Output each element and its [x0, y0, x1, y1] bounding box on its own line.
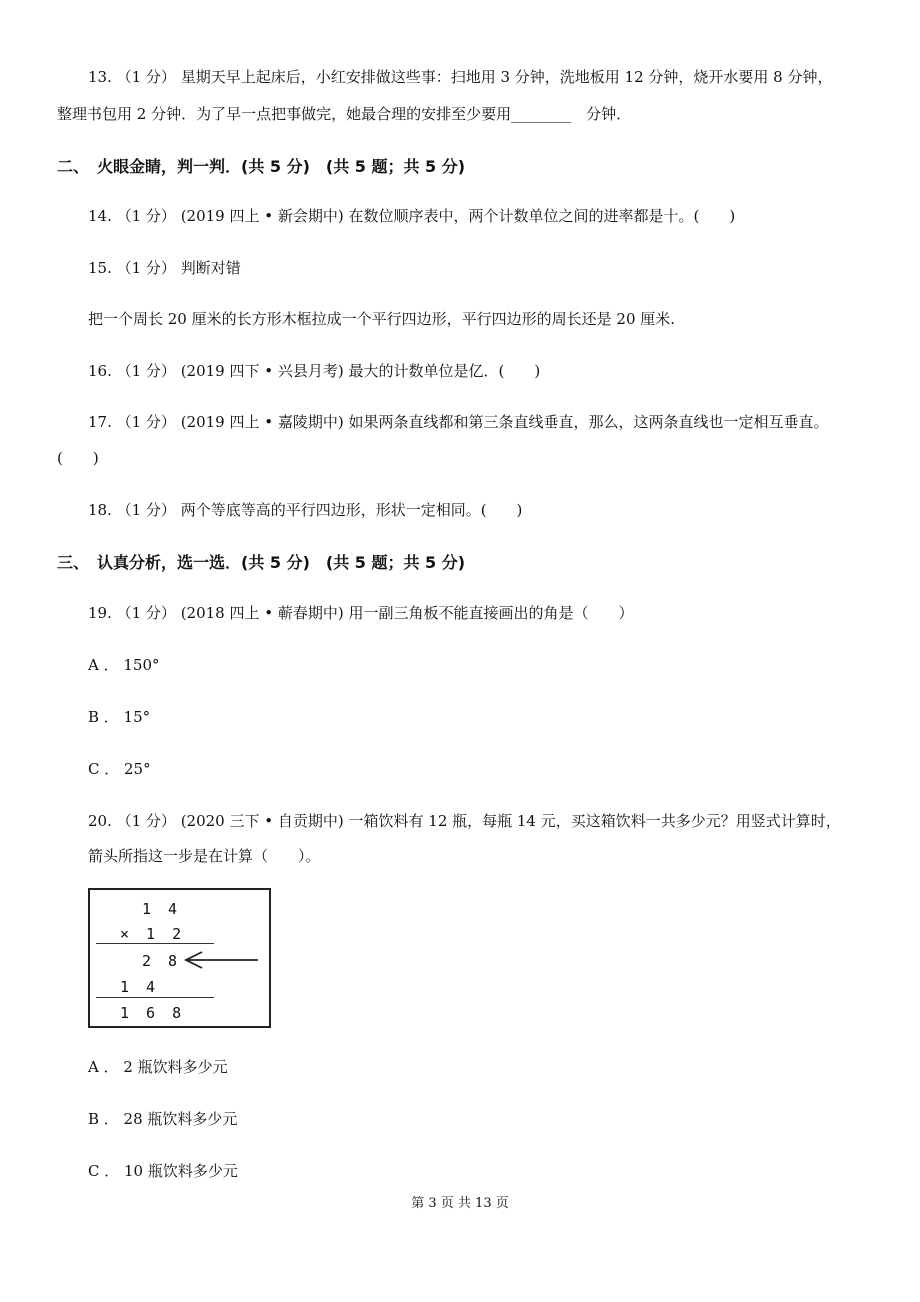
figure-multiplier: × 1 2	[120, 925, 186, 943]
q13-line1: 13. （1 分） 星期天早上起床后，小红安排做这些事：扫地用 3 分钟，洗地板用 12 分钟，烧开水要用 8 分钟，	[88, 68, 833, 86]
q19-option-a: A ． 150°	[88, 656, 160, 674]
figure-rule	[96, 997, 214, 998]
figure-partial-product-2: 1 4	[120, 978, 160, 996]
q17-line2: ( )	[57, 449, 99, 467]
q15-sub: 把一个周长 20 厘米的长方形木框拉成一个平行四边形，平行四边形的周长还是 20 厘米.	[88, 310, 676, 328]
q14-text: 14. （1 分） (2019 四上 • 新会期中) 在数位顺序表中，两个计数单位之间的进率都是十。( )	[88, 207, 736, 225]
figure-product: 1 6 8	[120, 1004, 186, 1022]
q19-option-b: B ． 15°	[88, 708, 151, 726]
q15-text: 15. （1 分） 判断对错	[88, 259, 241, 277]
figure-partial-product-1: 2 8	[142, 952, 182, 970]
q20-option-a: A ． 2 瓶饮料多少元	[88, 1058, 228, 1076]
q17-line1: 17. （1 分） (2019 四上 • 嘉陵期中) 如果两条直线都和第三条直线垂直，那么，这两条直线也一定相互垂直。	[88, 413, 829, 431]
q20-option-c: C ． 10 瓶饮料多少元	[88, 1162, 238, 1180]
q20-line2: 箭头所指这一步是在计算（ ）。	[88, 847, 321, 865]
q20-line1: 20. （1 分） (2020 三下 • 自贡期中) 一箱饮料有 12 瓶，每瓶 14 元，买这箱饮料一共多少元？用竖式计算时，	[88, 812, 841, 830]
q18-text: 18. （1 分） 两个等底等高的平行四边形，形状一定相同。( )	[88, 501, 523, 519]
left-arrow-icon	[182, 950, 262, 970]
q13-line2: 整理书包用 2 分钟．为了早一点把事做完，她最合理的安排至少要用________ 分钟．	[57, 105, 632, 123]
q16-text: 16. （1 分） (2019 四下 • 兴县月考) 最大的计数单位是亿．( )	[88, 362, 541, 380]
figure-rule	[96, 943, 214, 944]
figure-multiplicand: 1 4	[142, 900, 182, 918]
section2-title: 二、 火眼金睛，判一判．(共 5 分) (共 5 题；共 5 分)	[57, 157, 466, 176]
q19-option-c: C ． 25°	[88, 760, 151, 778]
vertical-multiplication-figure	[88, 888, 271, 1028]
q20-option-b: B ． 28 瓶饮料多少元	[88, 1110, 238, 1128]
page-footer: 第 3 页 共 13 页	[411, 1196, 509, 1211]
section3-title: 三、 认真分析，选一选．(共 5 分) (共 5 题；共 5 分)	[57, 553, 466, 572]
q19-text: 19. （1 分） (2018 四上 • 蕲春期中) 用一副三角板不能直接画出的角是（ ）	[88, 604, 634, 622]
